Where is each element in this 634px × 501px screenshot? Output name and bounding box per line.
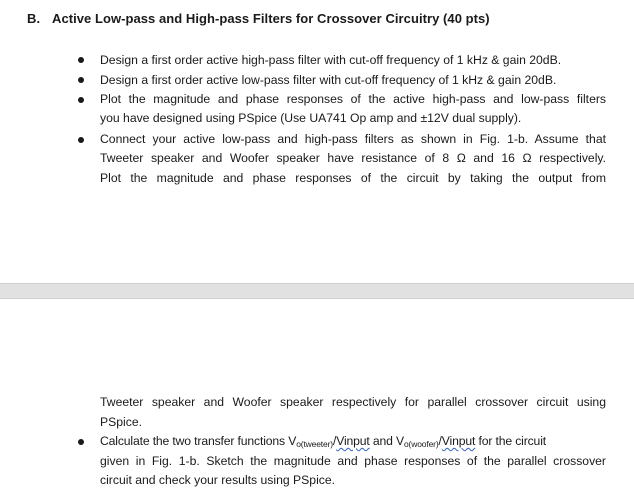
text-run: / bbox=[438, 434, 442, 448]
bullet-4-line-1: Connect your active low-pass and high-pass filters as shown in Fig. 1-b. Assume that bbox=[100, 132, 606, 146]
bullet-4-line-3: Plot the magnitude and phase responses of the circuit by taking the output from bbox=[100, 171, 606, 185]
continued-line-2: PSpice. bbox=[100, 415, 143, 429]
text-run: and V bbox=[369, 434, 404, 448]
text-run: / bbox=[332, 434, 337, 448]
bullet-icon bbox=[78, 97, 84, 103]
bullet-3-line-2: you have designed using PSpice (Use UA741 Op amp and ±12V dual supply). bbox=[100, 111, 522, 125]
section-title: Active Low-pass and High-pass Filters for Crossover Circuitry (40 pts) bbox=[52, 11, 490, 26]
text-run: Calculate the two transfer functions V bbox=[100, 434, 297, 448]
bullet-icon bbox=[78, 137, 84, 143]
text-run: for the circuit bbox=[475, 434, 546, 448]
document-page-2 bbox=[0, 299, 634, 501]
bullet-5-line-2: given in Fig. 1-b. Sketch the magnitude and phase responses of the parallel crossover bbox=[100, 454, 606, 468]
bullet-1-text: Design a first order active high-pass filter with cut-off frequency of 1 kHz & gain 20dB. bbox=[100, 53, 562, 67]
bullet-3-line-1: Plot the magnitude and phase responses of the active high-pass and low-pass filters bbox=[100, 92, 606, 106]
spellcheck-word: Vinput bbox=[336, 434, 370, 448]
section-heading bbox=[27, 11, 490, 26]
bullet-icon bbox=[78, 57, 84, 63]
subscript-woofer: o(woofer) bbox=[403, 439, 439, 449]
spellcheck-word: Vinput bbox=[441, 434, 476, 448]
bullet-icon bbox=[78, 77, 84, 83]
page-break-divider bbox=[0, 283, 634, 299]
continued-line-1: Tweeter speaker and Woofer speaker respectively for parallel crossover circuit using bbox=[100, 395, 606, 409]
bullet-icon bbox=[78, 439, 84, 445]
bullet-4-line-2: Tweeter speaker and Woofer speaker have resistance of 8 Ω and 16 Ω respectively. bbox=[100, 151, 606, 165]
section-label: B. bbox=[27, 11, 41, 26]
subscript-tweeter: o(tweeter) bbox=[296, 439, 333, 449]
bullet-2-text: Design a first order active low-pass filter with cut-off frequency of 1 kHz & gain 20dB. bbox=[100, 73, 557, 87]
bullet-5-line-3: circuit and check your results using PSpice. bbox=[100, 473, 336, 487]
